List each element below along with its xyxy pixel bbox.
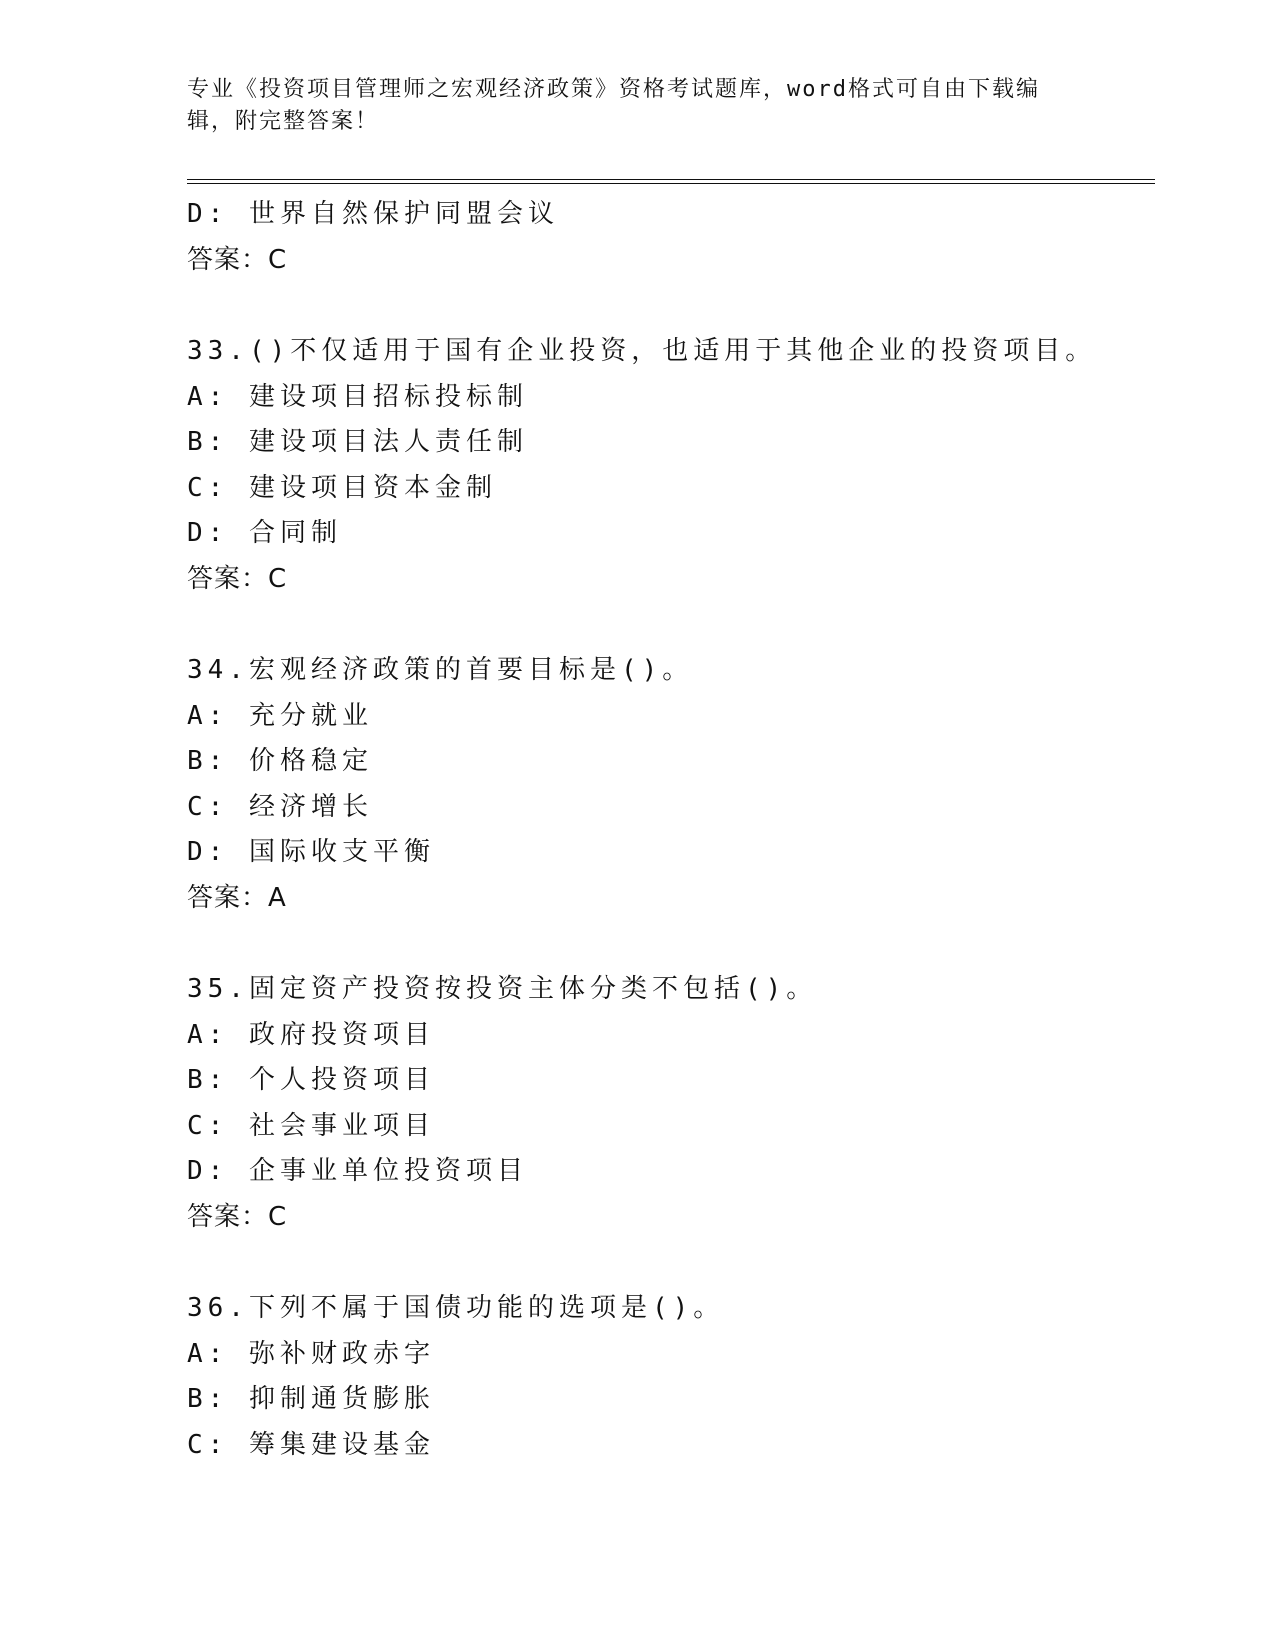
option-d: D: 世界自然保护同盟会议: [187, 199, 559, 229]
option-b: B: 个人投资项目: [187, 1065, 435, 1095]
header-line-2: 辑，附完整答案！: [187, 109, 380, 134]
option-c: C: 筹集建设基金: [187, 1429, 435, 1460]
question-stem-36: 36.下列不属于国债功能的选项是()。: [187, 1293, 725, 1323]
spacer: [187, 602, 1155, 648]
option-c: C: 社会事业项目: [187, 1110, 435, 1141]
header-line-1: 专业《投资项目管理师之宏观经济政策》资格考试题库，word格式可自由下载编: [187, 77, 1040, 102]
spacer: [187, 921, 1155, 967]
option-a: A: 弥补财政赤字: [187, 1338, 435, 1369]
spacer: [187, 1240, 1155, 1286]
answer-line: 答案：C: [187, 244, 288, 275]
option-b: B: 价格稳定: [187, 746, 373, 776]
question-stem-33: 33.()不仅适用于国有企业投资，也适用于其他企业的投资项目。: [187, 336, 1097, 366]
spacer: [187, 283, 1155, 329]
question-list: [187, 192, 1155, 1468]
option-c: C: 建设项目资本金制: [187, 472, 497, 503]
option-b: B: 抑制通货膨胀: [187, 1384, 435, 1414]
option-a: A: 政府投资项目: [187, 1019, 435, 1050]
option-a: A: 建设项目招标投标制: [187, 381, 528, 412]
answer-line: 答案：C: [187, 563, 288, 594]
option-d: D: 合同制: [187, 518, 342, 548]
answer-line: 答案：C: [187, 1201, 288, 1232]
answer-line: 答案：A: [187, 882, 287, 913]
option-d: D: 国际收支平衡: [187, 837, 435, 867]
option-b: B: 建设项目法人责任制: [187, 427, 528, 457]
option-a: A: 充分就业: [187, 700, 373, 731]
question-stem-34: 34.宏观经济政策的首要目标是()。: [187, 655, 694, 685]
header-divider-bottom: [187, 183, 1155, 184]
option-d: D: 企事业单位投资项目: [187, 1156, 528, 1186]
option-c: C: 经济增长: [187, 791, 373, 822]
document-header: [187, 74, 1087, 138]
header-divider-top: [187, 179, 1155, 180]
question-stem-35: 35.固定资产投资按投资主体分类不包括()。: [187, 974, 818, 1004]
